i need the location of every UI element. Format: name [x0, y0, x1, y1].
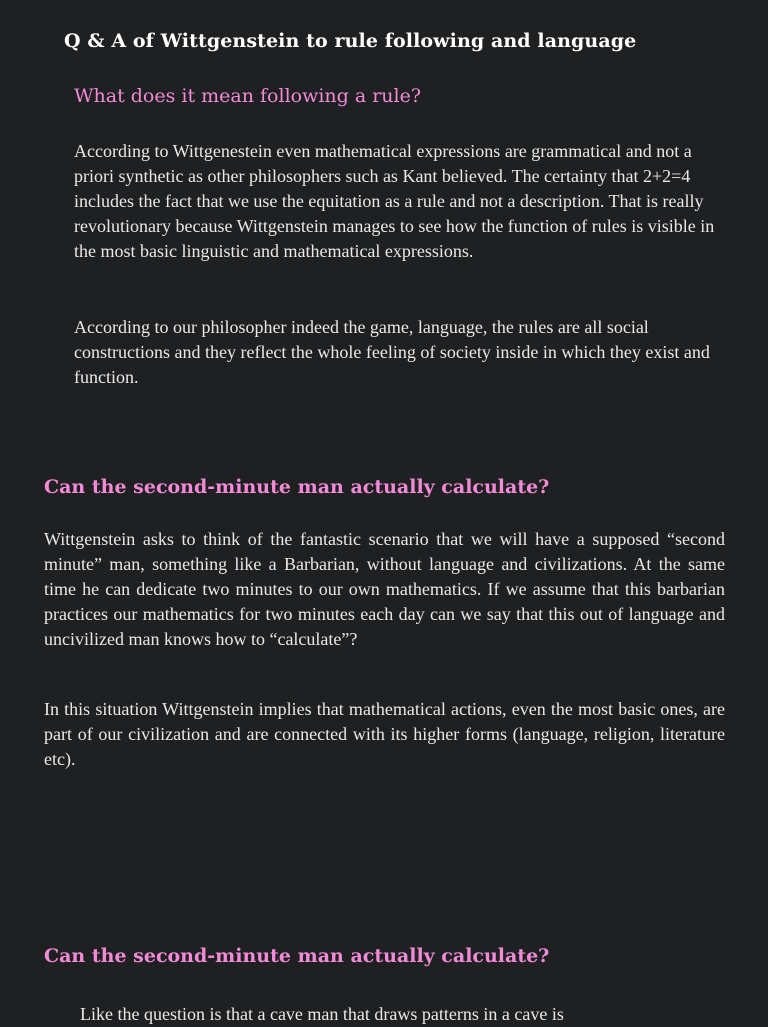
section-1-paragraph-1: According to Wittgenestein even mathematical expressions are grammatical and not a priori synthetic as other philosophers such as Kant believed. The certainty that 2+2=4 includes the fact that we use the equitation as a rule and not a description. That is really revolutionary because Wittgenstein manages to see how the function of rules is visible in the most basic linguistic and mathematical expressions.: [74, 141, 715, 261]
section-2-paragraph-1: Wittgenstein asks to think of the fantastic scenario that we will have a supposed “second minute” man, something like a Barbarian, without language and civilizations. At the same time he can dedicate two minutes to our own mathematics. If we assume that this barbarian practices our mathematics for two minutes each day can we say that this out of language and uncivilized man knows how to “calculate”?: [44, 529, 725, 649]
page-title: Q & A of Wittgenstein to rule following and language: [64, 30, 637, 52]
section-1-question: What does it mean following a rule?: [74, 85, 422, 107]
section-2-paragraph-2: In this situation Wittgenstein implies that mathematical actions, even the most basic ones, are part of our civilization and are connected with its higher forms (language, religion, literature etc).: [44, 699, 725, 769]
section-1-paragraph-2: According to our philosopher indeed the game, language, the rules are all social constructions and they reflect the whole feeling of society inside in which they exist and function.: [74, 317, 710, 387]
section-3-paragraph-1: Like the question is that a cave man that draws patterns in a cave is: [80, 1004, 564, 1024]
section-2-question: Can the second-minute man actually calculate?: [44, 476, 550, 498]
section-3-question: Can the second-minute man actually calculate?: [44, 945, 550, 967]
